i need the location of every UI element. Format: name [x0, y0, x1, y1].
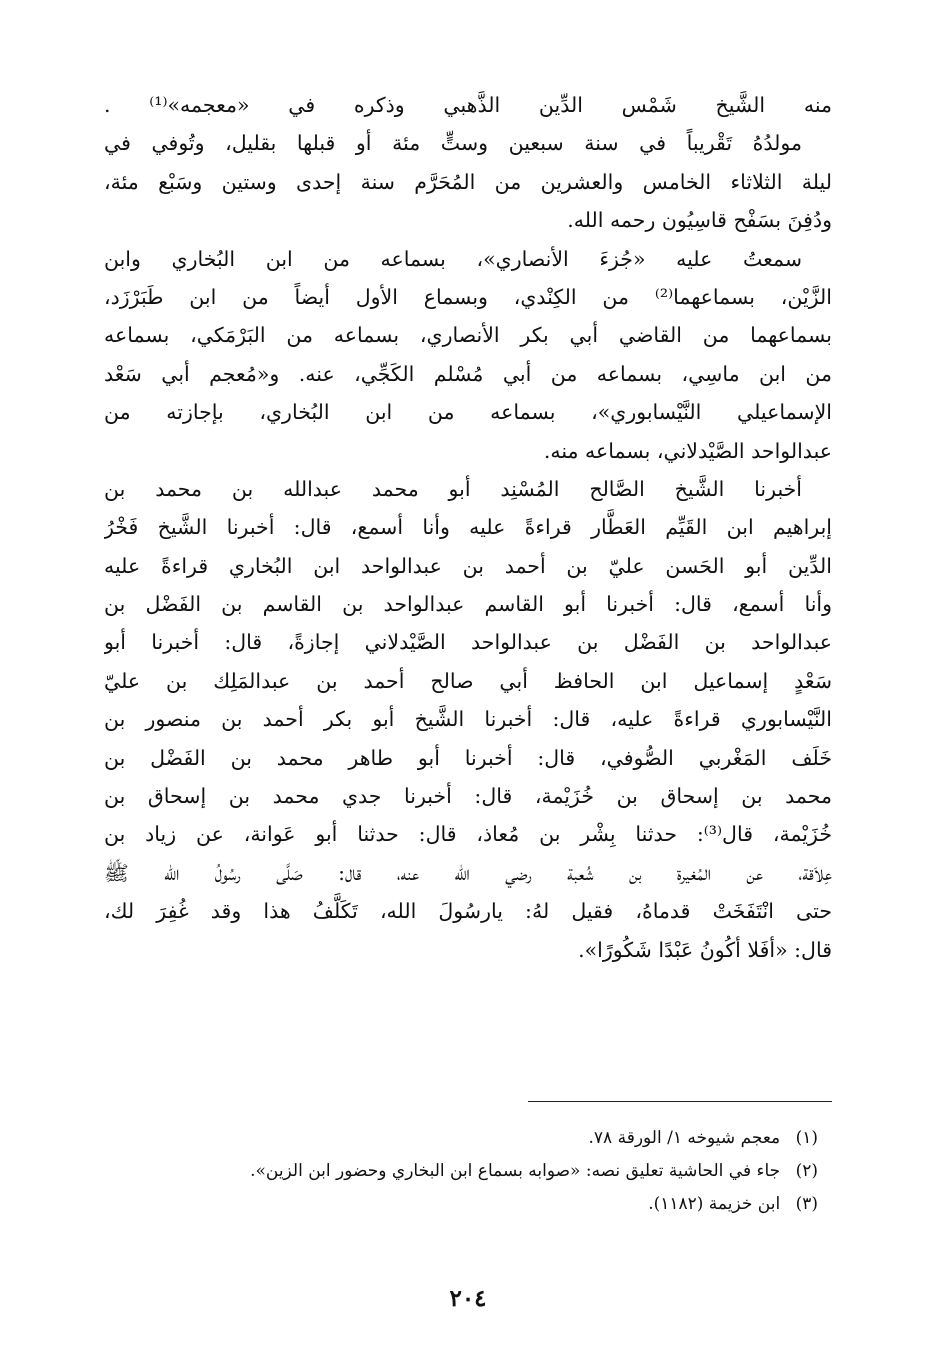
footnote-text: جاء في الحاشية تعليق نصه: «صوابه بسماع ابن البخاري وحضور ابن الزين».	[250, 1161, 781, 1181]
text-line: من ابن ماسِي، بسماعه من أبي مُسْلم الكَجِّي، عنه. و«مُعجم أبي سَعْد	[104, 361, 832, 386]
text-line: خَلَف المَغْربي الصُّوفي، قال: أخبرنا أبو طاهر محمد بن الفَضْل بن	[104, 745, 832, 770]
text-line: محمد بن إسحاق بن خُزَيْمة، قال: أخبرنا جدي محمد بن إسحاق بن	[104, 784, 832, 809]
text-line: عبدالواحد بن الفَضْل بن عبدالواحد الصَّيْدلاني إجازةً، قال: أخبرنا أبو	[104, 630, 832, 655]
footnote-3	[104, 1188, 818, 1221]
text-line: منه الشَّيخ شَمْس الدِّين الذَّهبي وذكره في «معجمه»⁽¹⁾ .	[104, 93, 832, 117]
footnote-number: (١)	[795, 1128, 818, 1148]
text-line: الدِّين أبو الحَسن عليّ بن أحمد بن عبدالواحد ابن البُخاري قراءةً عليه	[104, 553, 832, 578]
text-line: عِلاَقة، عن المُغيرة بن شُعبة رضي الله عنه، قال: صَلَّى رسُولُ الله ﷺ	[104, 860, 832, 885]
main-text-block	[104, 86, 832, 969]
text-line: إبراهيم ابن القَيِّم العَطَّار قراءةً عليه وأنا أسمع، قال: أخبرنا الشَّيخ فَخْرُ	[104, 515, 832, 540]
text-line: النَّيْسابوري قراءةً عليه، قال: أخبرنا الشَّيخ أبو بكر أحمد بن منصور بن	[104, 707, 832, 732]
text-line: ليلة الثلاثاء الخامس والعشرين من المُحَرَّم سنة إحدى وستين وسَبْع مئة،	[104, 169, 832, 194]
text-line: وأنا أسمع، قال: أخبرنا أبو القاسم عبدالواحد بن القاسم بن الفَضْل بن	[104, 592, 832, 617]
text-line: قال: «أفَلا أكُونُ عَبْدًا شَكُورًا».	[578, 937, 832, 962]
text-line: ودُفِنَ بسَفْح قاسِيُون رحمه الله.	[567, 208, 832, 233]
text-line: أخبرنا الشَّيخ الصَّالح المُسْنِد أبو محمد عبدالله بن محمد بن	[104, 476, 802, 501]
footnote-text: ابن خزيمة (١١٨٢).	[648, 1194, 781, 1214]
text-line: بسماعهما من القاضي أبي بكر الأنصاري، بسماعه من البَرْمَكي، بسماعه	[104, 323, 832, 348]
footnote-text: معجم شيوخه ١/ الورقة ٧٨.	[588, 1128, 781, 1148]
text-line: سَعْدٍ إسماعيل ابن الحافظ أبي صالح أحمد بن عبدالمَلِك بن عليّ	[104, 668, 832, 693]
footnote-divider	[528, 1101, 832, 1102]
text-line: الإسماعيلي النَّيْسابوري»، بسماعه من ابن البُخاري، بإجازته من	[104, 400, 832, 425]
text-line: عبدالواحد الصَّيْدلاني، بسماعه منه.	[543, 438, 832, 463]
footnote-1	[104, 1122, 818, 1155]
page-number: ٢٠٤	[449, 1285, 487, 1312]
text-line: سمعتُ عليه «جُزءَ الأنصاري»، بسماعه من ابن البُخاري وابن	[104, 246, 802, 271]
text-line: الزَّيْن، بسماعهما⁽²⁾ من الكِنْدي، وبسماع الأول أيضاً من ابن طَبَرْزَد،	[104, 284, 832, 309]
footnote-number: (٢)	[795, 1161, 818, 1181]
footnote-number: (٣)	[795, 1194, 818, 1214]
footnotes	[104, 1122, 818, 1221]
text-line: خُزَيْمة، قال⁽³⁾: حدثنا بِشْر بن مُعاذ، قال: حدثنا أبو عَوانة، عن زياد بن	[104, 822, 832, 847]
footnote-2	[104, 1155, 818, 1188]
text-line: حتى انْتَفَخَتْ قدماهُ، فقيل لهُ: يارسُولَ الله، تَكَلَّفُ هذا وقد غُفِرَ لك،	[104, 899, 832, 924]
text-line: مولدُهُ تَقْريباً في سنة سبعين وستٍّ مئة أو قبلها بقليل، وتُوفي في	[104, 131, 802, 156]
